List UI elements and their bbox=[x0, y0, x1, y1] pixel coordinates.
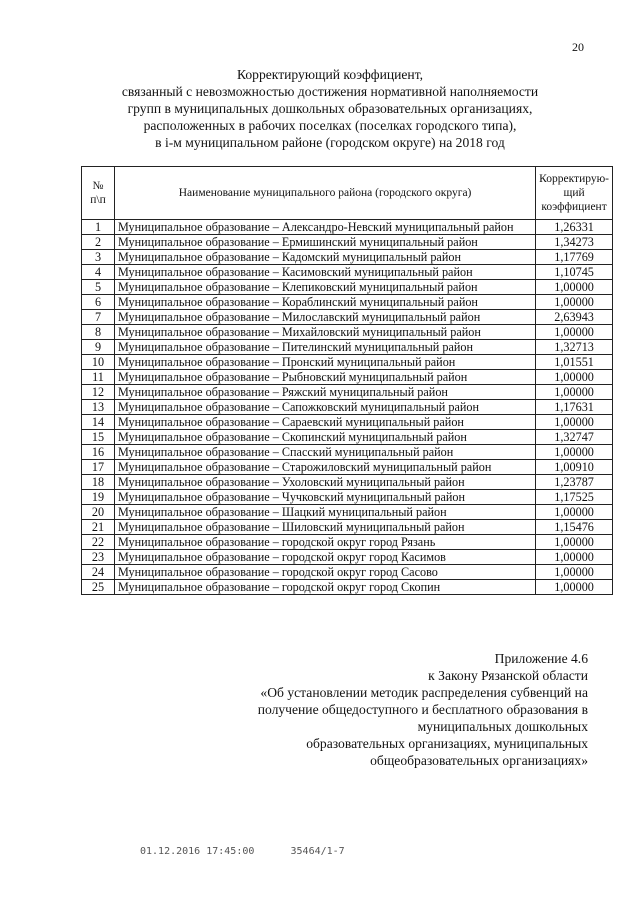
page-number: 20 bbox=[572, 40, 584, 54]
appendix-line: «Об установлении методик распределения субвенций на bbox=[260, 685, 588, 700]
table-row bbox=[82, 220, 613, 235]
row-number: 7 bbox=[82, 310, 115, 325]
row-number: 16 bbox=[82, 445, 115, 460]
row-coefficient: 1,34273 bbox=[536, 235, 613, 250]
row-number: 20 bbox=[82, 505, 115, 520]
row-number: 23 bbox=[82, 550, 115, 565]
table-row bbox=[82, 340, 613, 355]
row-name: Муниципальное образование – городской округ город Скопин bbox=[115, 580, 536, 595]
table-row bbox=[82, 445, 613, 460]
row-name: Муниципальное образование – Пронский муниципальный район bbox=[115, 355, 536, 370]
row-coefficient: 1,00000 bbox=[536, 325, 613, 340]
row-coefficient: 1,01551 bbox=[536, 355, 613, 370]
footer-datetime: 01.12.2016 17:45:00 bbox=[140, 846, 255, 857]
row-coefficient: 1,00000 bbox=[536, 580, 613, 595]
row-name: Муниципальное образование – городской округ город Рязань bbox=[115, 535, 536, 550]
row-coefficient: 2,63943 bbox=[536, 310, 613, 325]
footer-stamp bbox=[140, 846, 345, 857]
table-row bbox=[82, 460, 613, 475]
table-row bbox=[82, 505, 613, 520]
heading-line: Корректирующий коэффициент, bbox=[236, 67, 424, 82]
appendix-line: муниципальных дошкольных bbox=[417, 719, 588, 734]
row-name: Муниципальное образование – Скопинский муниципальный район bbox=[115, 430, 536, 445]
table-row bbox=[82, 415, 613, 430]
table-row bbox=[82, 355, 613, 370]
row-name: Муниципальное образование – Рыбновский муниципальный район bbox=[115, 370, 536, 385]
header-name: Наименование муниципального района (городского округа) bbox=[115, 167, 536, 220]
row-coefficient: 1,00000 bbox=[536, 370, 613, 385]
row-name: Муниципальное образование – Ряжский муниципальный район bbox=[115, 385, 536, 400]
row-coefficient: 1,32747 bbox=[536, 430, 613, 445]
row-name: Муниципальное образование – Спасский муниципальный район bbox=[115, 445, 536, 460]
table-row bbox=[82, 580, 613, 595]
row-number: 13 bbox=[82, 400, 115, 415]
row-coefficient: 1,10745 bbox=[536, 265, 613, 280]
table-row bbox=[82, 295, 613, 310]
row-number: 4 bbox=[82, 265, 115, 280]
appendix-block bbox=[188, 650, 588, 769]
table-row bbox=[82, 370, 613, 385]
row-number: 12 bbox=[82, 385, 115, 400]
table-row bbox=[82, 325, 613, 340]
heading-line: в i-м муниципальном районе (городском округе) на 2018 год bbox=[155, 135, 505, 150]
row-coefficient: 1,17525 bbox=[536, 490, 613, 505]
row-name: Муниципальное образование – Шиловский муниципальный район bbox=[115, 520, 536, 535]
row-coefficient: 1,17769 bbox=[536, 250, 613, 265]
row-coefficient: 1,00000 bbox=[536, 280, 613, 295]
row-number: 11 bbox=[82, 370, 115, 385]
row-number: 3 bbox=[82, 250, 115, 265]
row-number: 22 bbox=[82, 535, 115, 550]
table-row bbox=[82, 280, 613, 295]
table-row bbox=[82, 265, 613, 280]
heading-line: связанный с невозможностью достижения нормативной наполняемости bbox=[121, 84, 539, 99]
row-name: Муниципальное образование – Михайловский муниципальный район bbox=[115, 325, 536, 340]
heading-line: расположенных в рабочих поселках (поселках городского типа), bbox=[143, 118, 517, 133]
table-body bbox=[82, 220, 613, 595]
row-name: Муниципальное образование – Касимовский муниципальный район bbox=[115, 265, 536, 280]
row-number: 8 bbox=[82, 325, 115, 340]
row-name: Муниципальное образование – Чучковский муниципальный район bbox=[115, 490, 536, 505]
appendix-line: образовательных организациях, муниципальных bbox=[306, 736, 588, 751]
row-coefficient: 1,32713 bbox=[536, 340, 613, 355]
row-name: Муниципальное образование – городской округ город Касимов bbox=[115, 550, 536, 565]
row-coefficient: 1,26331 bbox=[536, 220, 613, 235]
row-number: 21 bbox=[82, 520, 115, 535]
row-name: Муниципальное образование – Клепиковский муниципальный район bbox=[115, 280, 536, 295]
heading-line: групп в муниципальных дошкольных образовательных организациях, bbox=[127, 101, 533, 116]
row-number: 14 bbox=[82, 415, 115, 430]
table-row bbox=[82, 520, 613, 535]
document-heading bbox=[90, 66, 570, 151]
row-coefficient: 1,00000 bbox=[536, 550, 613, 565]
row-coefficient: 1,00000 bbox=[536, 415, 613, 430]
row-number: 17 bbox=[82, 460, 115, 475]
row-number: 6 bbox=[82, 295, 115, 310]
table-row bbox=[82, 400, 613, 415]
table-row bbox=[82, 475, 613, 490]
row-coefficient: 1,00000 bbox=[536, 385, 613, 400]
row-number: 15 bbox=[82, 430, 115, 445]
row-number: 9 bbox=[82, 340, 115, 355]
table-row bbox=[82, 235, 613, 250]
row-coefficient: 1,17631 bbox=[536, 400, 613, 415]
table-row bbox=[82, 310, 613, 325]
row-name: Муниципальное образование – Пителинский муниципальный район bbox=[115, 340, 536, 355]
row-name: Муниципальное образование – Кадомский муниципальный район bbox=[115, 250, 536, 265]
row-name: Муниципальное образование – Милославский муниципальный район bbox=[115, 310, 536, 325]
row-name: Муниципальное образование – Александро-Невский муниципальный район bbox=[115, 220, 536, 235]
row-coefficient: 1,00000 bbox=[536, 535, 613, 550]
row-number: 18 bbox=[82, 475, 115, 490]
row-number: 10 bbox=[82, 355, 115, 370]
table-row bbox=[82, 490, 613, 505]
table-row bbox=[82, 385, 613, 400]
appendix-line: к Закону Рязанской области bbox=[428, 668, 588, 683]
row-coefficient: 1,00000 bbox=[536, 445, 613, 460]
row-coefficient: 1,15476 bbox=[536, 520, 613, 535]
header-number: № п\п bbox=[82, 167, 115, 220]
row-coefficient: 1,00000 bbox=[536, 505, 613, 520]
row-number: 24 bbox=[82, 565, 115, 580]
row-name: Муниципальное образование – городской округ город Сасово bbox=[115, 565, 536, 580]
coefficient-table bbox=[81, 166, 613, 595]
row-coefficient: 1,23787 bbox=[536, 475, 613, 490]
table-row bbox=[82, 430, 613, 445]
header-coefficient: Корректирую-щий коэффициент bbox=[536, 167, 613, 220]
row-name: Муниципальное образование – Старожиловский муниципальный район bbox=[115, 460, 536, 475]
row-number: 2 bbox=[82, 235, 115, 250]
table-header-row bbox=[82, 167, 613, 220]
table-row bbox=[82, 550, 613, 565]
appendix-line: Приложение 4.6 bbox=[494, 651, 588, 666]
row-name: Муниципальное образование – Шацкий муниципальный район bbox=[115, 505, 536, 520]
table-row bbox=[82, 565, 613, 580]
appendix-line: общеобразовательных организациях» bbox=[370, 753, 588, 768]
row-number: 1 bbox=[82, 220, 115, 235]
row-name: Муниципальное образование – Кораблинский муниципальный район bbox=[115, 295, 536, 310]
row-number: 5 bbox=[82, 280, 115, 295]
row-number: 19 bbox=[82, 490, 115, 505]
row-name: Муниципальное образование – Сараевский муниципальный район bbox=[115, 415, 536, 430]
row-coefficient: 1,00000 bbox=[536, 295, 613, 310]
row-number: 25 bbox=[82, 580, 115, 595]
row-name: Муниципальное образование – Ермишинский муниципальный район bbox=[115, 235, 536, 250]
row-name: Муниципальное образование – Ухоловский муниципальный район bbox=[115, 475, 536, 490]
appendix-line: получение общедоступного и бесплатного образования в bbox=[257, 702, 588, 717]
footer-code: 35464/1-7 bbox=[290, 846, 345, 857]
row-coefficient: 1,00910 bbox=[536, 460, 613, 475]
row-name: Муниципальное образование – Сапожковский муниципальный район bbox=[115, 400, 536, 415]
table-row bbox=[82, 250, 613, 265]
table-row bbox=[82, 535, 613, 550]
row-coefficient: 1,00000 bbox=[536, 565, 613, 580]
